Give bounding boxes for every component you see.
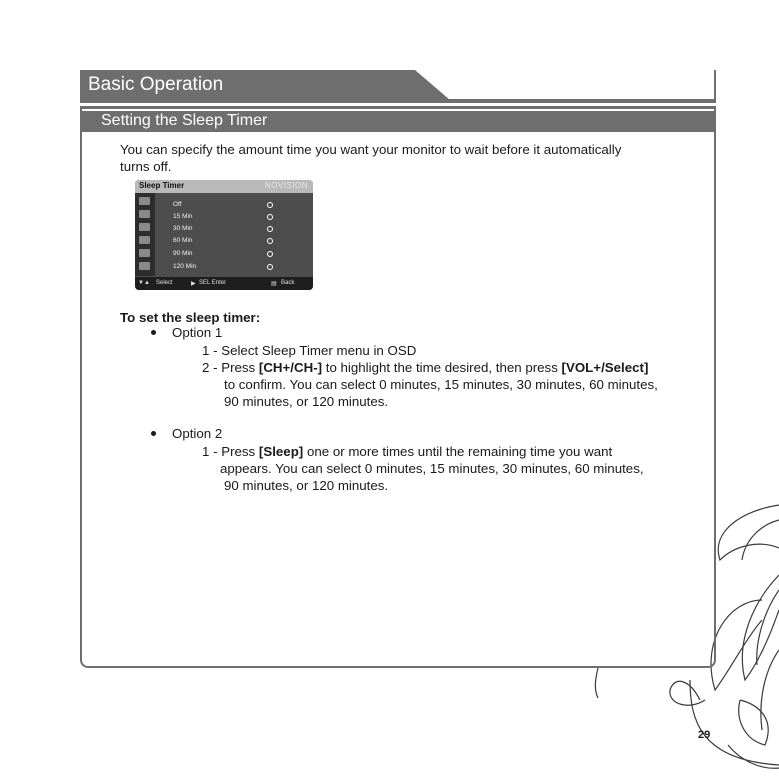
option2-step1-line2: appears. You can select 0 minutes, 15 minutes, 30 minutes, 60 minutes, — [220, 461, 644, 476]
osd-title: Sleep Timer — [139, 181, 185, 190]
vol-select-key: [VOL+/Select] — [561, 360, 649, 375]
bullet-icon — [151, 330, 156, 335]
audio-icon — [139, 236, 150, 244]
option1-step2 — [202, 359, 648, 376]
right-arrow-icon: ▶ — [191, 281, 196, 287]
option2-step1-line3: 90 minutes, or 120 minutes. — [224, 478, 389, 493]
step1-rest: one or more times until the remaining time you want — [303, 444, 613, 459]
osd-brand-logo: NOVISION — [264, 181, 308, 190]
osd-option-off: Off — [173, 201, 182, 208]
bullet-icon — [151, 431, 156, 436]
osd-footer-enter: SEL Enter — [199, 280, 227, 286]
image-icon — [139, 210, 150, 218]
option-icon — [139, 262, 150, 270]
radio-icon — [267, 214, 273, 220]
osd-option-90: 90 Min — [173, 250, 193, 257]
section-rule — [80, 99, 716, 109]
osd-footer-select: Select — [156, 280, 173, 286]
osd-header — [135, 180, 313, 193]
option1-step1: 1 - Select Sleep Timer menu in OSD — [202, 343, 417, 358]
radio-icon — [267, 264, 273, 270]
radio-icon — [267, 238, 273, 244]
osd-footer-back: Back — [281, 280, 295, 286]
radio-icon — [267, 226, 273, 232]
osd-footer — [135, 277, 313, 290]
ch-key: [CH+/CH-] — [258, 360, 323, 375]
radio-icon — [267, 251, 273, 257]
osd-option-15: 15 Min — [173, 213, 193, 220]
step2-prefix: 2 - Press — [202, 360, 259, 375]
option1-label: Option 1 — [172, 325, 223, 340]
radio-icon — [267, 202, 273, 208]
sleep-key: [Sleep] — [258, 444, 304, 459]
option1-step2-line2: to confirm. You can select 0 minutes, 15 minutes, 30 minutes, 60 minutes, — [224, 377, 658, 392]
subsection-header — [80, 111, 716, 132]
osd-icon-sidebar — [135, 193, 155, 276]
section-title: Basic Operation — [88, 74, 224, 95]
setup-icon — [139, 249, 150, 257]
osd-option-60: 60 Min — [173, 237, 193, 244]
step2-mid: to highlight the time desired, then press — [322, 360, 562, 375]
menu-icon: ▤ — [271, 281, 277, 287]
picture-icon — [139, 197, 150, 205]
instructions-heading: To set the sleep timer: — [120, 310, 261, 325]
step1-prefix: 1 - Press — [202, 444, 259, 459]
subsection-title: Setting the Sleep Timer — [101, 112, 268, 129]
option2-label: Option 2 — [172, 426, 223, 441]
osd-option-120: 120 Min — [173, 263, 197, 270]
monitor-icon — [139, 223, 150, 231]
osd-menu-illustration — [135, 180, 313, 290]
osd-option-30: 30 Min — [173, 225, 193, 232]
updown-arrow-icon: ▼▲ — [138, 280, 150, 286]
option2-step1 — [202, 443, 612, 460]
page-number: 29 — [698, 729, 711, 741]
intro-text: You can specify the amount time you want your monitor to wait before it automatically turns off. — [120, 142, 622, 174]
option1-step2-line3: 90 minutes, or 120 minutes. — [224, 394, 389, 409]
